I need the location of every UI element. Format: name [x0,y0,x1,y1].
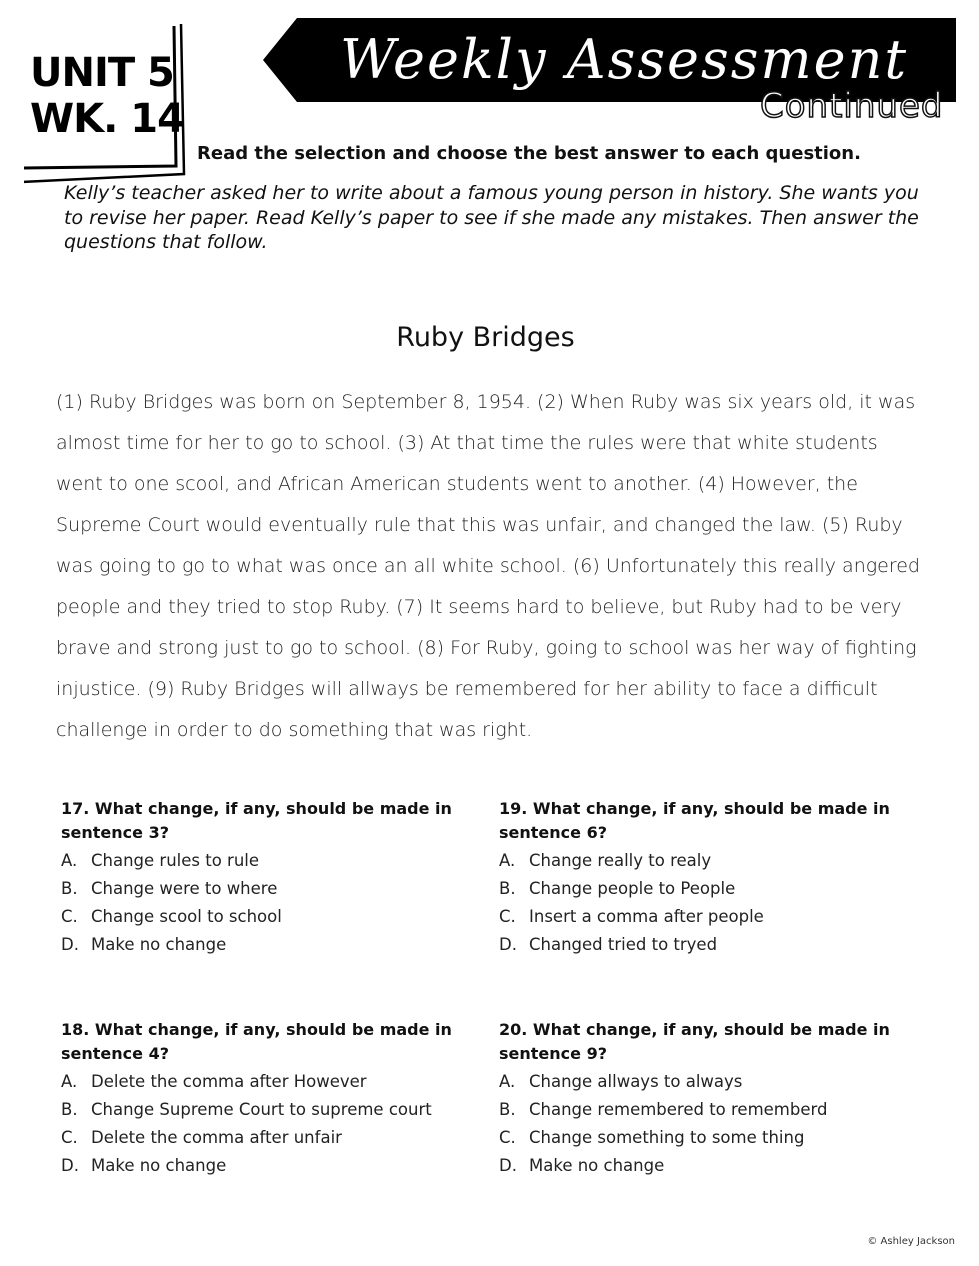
question-18 [61,1018,501,1180]
question-prompt: 17. What change, if any, should be made in sentence 3? [61,799,452,842]
option-letter: D. [61,1156,79,1175]
option-letter: C. [61,907,78,926]
question-19 [499,797,939,959]
answer-option-b[interactable] [61,1096,501,1124]
unit-week-box [24,24,184,179]
option-text: Change Supreme Court to supreme court [91,1100,432,1119]
option-letter: D. [499,935,517,954]
answer-option-b[interactable] [499,1096,939,1124]
option-text: Delete the comma after unfair [91,1128,342,1147]
answer-option-c[interactable] [499,1124,939,1152]
answer-option-a[interactable] [61,847,501,875]
option-text: Change allways to always [529,1072,743,1091]
instructions: Read the selection and choose the best answer to each question. [197,143,861,164]
continued-label: Continued [760,86,944,126]
answer-option-b[interactable] [61,875,501,903]
option-text: Delete the comma after However [91,1072,367,1091]
option-letter: D. [61,935,79,954]
question-prompt: 20. What change, if any, should be made in sentence 9? [499,1020,890,1063]
banner-title: Weekly Assessment [339,28,909,91]
option-letter: C. [499,1128,516,1147]
option-text: Changed tried to tryed [529,935,718,954]
intro-paragraph: Kelly’s teacher asked her to write about a famous young person in history. She wants you to revise her paper. Read Kelly’s paper to see if she made any mistakes. Then answer the questions that follow. [64,182,919,253]
option-letter: B. [499,879,516,898]
answer-option-d[interactable] [499,1152,939,1180]
answer-option-d[interactable] [499,931,939,959]
question-20 [499,1018,939,1180]
answer-option-c[interactable] [499,903,939,931]
answer-option-a[interactable] [499,1068,939,1096]
week-label: WK. 14 [30,96,184,142]
answer-option-d[interactable] [61,931,501,959]
option-letter: B. [61,1100,78,1119]
question-17 [61,797,501,959]
option-text: Change rules to rule [91,851,260,870]
option-letter: D. [499,1156,517,1175]
option-letter: B. [499,1100,516,1119]
option-text: Make no change [91,935,227,954]
answer-option-a[interactable] [499,847,939,875]
unit-label: UNIT 5 [30,50,174,96]
option-text: Insert a comma after people [529,907,764,926]
answer-option-a[interactable] [61,1068,501,1096]
option-text: Make no change [91,1156,227,1175]
option-letter: A. [61,851,78,870]
option-text: Change really to realy [529,851,712,870]
option-text: Change remembered to rememberd [529,1100,828,1119]
option-letter: B. [61,879,78,898]
option-text: Change something to some thing [529,1128,805,1147]
story-title: Ruby Bridges [396,322,575,353]
option-text: Change people to People [529,879,736,898]
option-letter: A. [61,1072,78,1091]
question-prompt: 18. What change, if any, should be made in sentence 4? [61,1020,452,1063]
option-letter: A. [499,851,516,870]
option-letter: A. [499,1072,516,1091]
option-text: Change were to where [91,879,278,898]
question-prompt: 19. What change, if any, should be made in sentence 6? [499,799,890,842]
answer-option-c[interactable] [61,1124,501,1152]
answer-option-d[interactable] [61,1152,501,1180]
answer-option-c[interactable] [61,903,501,931]
option-text: Make no change [529,1156,665,1175]
option-text: Change scool to school [91,907,282,926]
option-letter: C. [61,1128,78,1147]
option-letter: C. [499,907,516,926]
answer-option-b[interactable] [499,875,939,903]
story-passage: (1) Ruby Bridges was born on September 8, 1954. (2) When Ruby was six years old, it was almost time for her to go to school. (3) At that time the rules were that white students went to one scool, and African American students went to another. (4) However, the Supreme Court would eventually rule that this was unfair, and changed the law. (5) Ruby was going to go to what was once an all white school. (6) Unfortunately this really angered people and they tried to stop Ruby. (7) It seems hard to believe, but Ruby had to be very brave and strong just to go to school. (8) For Ruby, going to school was her way of fighting injustice. (9) Ruby Bridges will allways be remembered for her ability to face a difficult challenge in order to do something that was right. [56,391,920,741]
copyright-notice: © Ashley Jackson [867,1236,955,1247]
